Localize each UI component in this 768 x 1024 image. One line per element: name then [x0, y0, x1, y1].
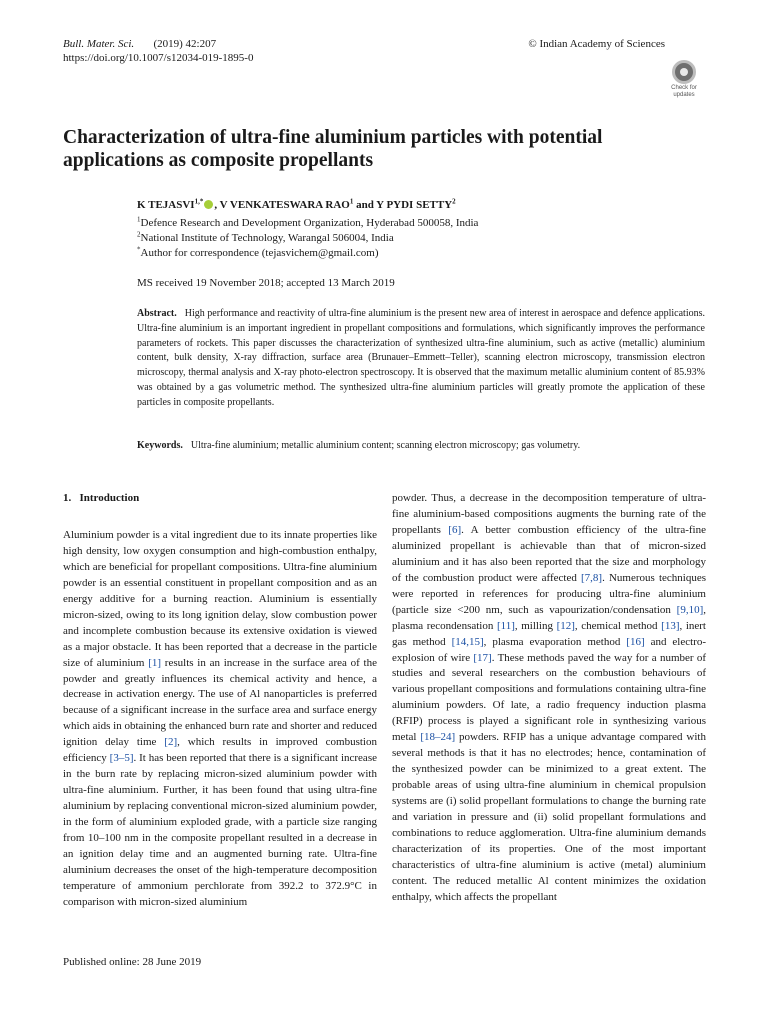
check-for-updates-badge[interactable] — [664, 60, 704, 100]
ref-link[interactable]: [12] — [556, 619, 575, 632]
author-3: and Y PYDI SETTY — [353, 199, 453, 211]
keywords — [137, 439, 705, 453]
ref-link[interactable]: [2] — [164, 736, 178, 749]
author-2-sup: 1 — [349, 197, 354, 206]
ref-link[interactable]: [14,15] — [451, 635, 484, 648]
author-2: , V VENKATESWARA RAO — [214, 199, 350, 211]
ref-link[interactable]: [18–24] — [420, 731, 456, 744]
author-list — [137, 198, 456, 212]
doi-link[interactable]: https://doi.org/10.1007/s12034-019-1895-0 — [63, 52, 254, 64]
ref-link[interactable]: [7,8] — [581, 571, 603, 584]
ref-link[interactable]: [17] — [473, 651, 492, 664]
ref-link[interactable]: [3–5] — [109, 752, 134, 765]
keywords-text: Ultra-fine aluminium; metallic aluminium content; scanning electron microscopy; gas volumetry. — [190, 440, 581, 451]
paper-title: Characterization of ultra-fine aluminium particles with potential applications as composite propellants — [63, 127, 603, 171]
affiliation-1: $^1$Defence Research and Development Organization, Hyderabad 500058, India — [137, 215, 479, 229]
publisher-copyright: © Indian Academy of Sciences — [528, 38, 665, 50]
journal-name: Bull. Mater. Sci. — [63, 38, 135, 50]
affiliation-2: $^2$National Institute of Technology, Warangal 506004, India — [137, 230, 394, 244]
ref-link[interactable]: [16] — [626, 635, 645, 648]
left-column — [63, 491, 377, 911]
right-column — [392, 491, 706, 906]
orcid-icon[interactable] — [204, 200, 213, 209]
ref-link[interactable]: [13] — [661, 619, 680, 632]
ref-link[interactable]: [9,10] — [676, 603, 704, 616]
author-1: K TEJASVI — [137, 199, 195, 211]
ref-link[interactable]: [11] — [496, 619, 515, 632]
abstract-text: High performance and reactivity of ultra-fine aluminium is the present new area of interest in aerospace and defence applications. Ultra-fine aluminium is an important ingredient in propellant compositions and formulations, which significantly improves the performance parameters of rockets. This paper discusses the characterization of synthesized ultra-fine aluminium, such as active (metallic) aluminium content, bulk density, X-ray diffraction, surface area (Brunauer–Emmett–Teller), scanning electron microscopy, transmission electron microscopy, thermal analysis and X-ray photo-electron spectroscopy. It is observed that the maximum metallic aluminium content of 85.93% was obtained by a gas volumetric method. The synthesized ultra-fine aluminium particles will greatly promote the application of these particles in composite propellants. — [137, 308, 705, 408]
journal-volume: (2019) 42:207 — [153, 38, 217, 50]
section-heading-introduction: 1. Introduction — [63, 492, 140, 504]
check-updates-icon — [672, 60, 696, 84]
affiliations — [137, 216, 478, 261]
intro-paragraph-left: Aluminium powder is a vital ingredient due to its innate properties like high density, low oxygen consumption and high-combustion enthalpy, which are beneficial for propellant compositions. Ultra-fine aluminium powder is an essential constituent in propellant composition and as an energy additive for a burning reaction. Aluminium is essentially micron-sized, owing to its long ignition delay, slow combustion power and incomplete combustion because its extensive oxidation is viewed as a major obstacle. It has been reported that a decrease in the particle size of aluminium [1] results in an increase in the surface area of the powder and greatly influences its chemical activity and hence, a decrease in activation energy. The use of Al nanoparticles is preferred because of a significant increase in the surface area and surface energy which aids in obtaining the enhanced burn rate and shorter and reduced ignition delay time [2], which results in improved combustion efficiency [3–5]. It has been reported that there is a significant increase in the burn rate by replacing micron-sized aluminium powder with ultra-fine aluminium. Further, it has been found that using ultra-fine aluminium by replacing conventional micron-sized aluminium powder, in the form of aluminium exploded grade, with a particle size ranging from 10–100 nm in the composite propellant resulted in a decrease in an ignition delay time and an augmented burning rate. Ultra-fine aluminium decreases the onset of the high-temperature decomposition temperature of ammonium perchlorate from 392.2 to 372.9°C in comparison with micron-sized aluminium — [63, 528, 377, 908]
author-3-sup: 2 — [452, 197, 456, 206]
journal-header — [63, 37, 253, 65]
published-online: Published online: 28 June 2019 — [63, 956, 202, 968]
author-1-sup: 1,* — [194, 197, 204, 206]
correspondence: *Author for correspondence (tejasvichem@gmail.com) — [137, 245, 379, 259]
abstract — [137, 307, 705, 411]
ref-link[interactable]: [1] — [148, 656, 162, 669]
check-updates-label: Check for updates — [671, 85, 697, 98]
ref-link[interactable]: [6] — [448, 523, 462, 536]
intro-paragraph-right: powder. Thus, a decrease in the decomposition temperature of ultra-fine aluminium-based compositions augments the burning rate of the propellants [6]. A better combustion efficiency of the ultra-fine aluminized propellant is achievable than that of micron-sized aluminium and it has also been reported that the size and morphology of the combustion product were affected [7,8]. Numerous techniques were reported in references for producing ultra-fine aluminium (particle size <200 nm, such as vapourization/condensation [9,10], plasma recondensation [11], milling [12], chemical method [13], inert gas method [14,15], plasma evaporation method [16] and electro-explosion of wire [17]. These methods paved the way for a number of studies and several researchers on the combustion behaviours of various propellant compositions and formulations containing ultra-fine aluminium powders. Of late, a radio frequency induction plasma (RFIP) process is played a significant role in synthesizing various metal [18–24] powders. RFIP has a unique advantage compared with several methods is that it has no electrodes; hence, contamination of the synthesized powder can be minimized to a great extent. The probable areas of using ultra-fine aluminium in chemical propulsion systems are (i) solid propellant formulations to change the burning rate and variation in pressure and (ii) solid propellant formulations and combinations to reduce agglomeration. Ultra-fine aluminium demands characterization of its properties. One of the most important characteristics of ultra-fine aluminium is active (metal) aluminium content. The reduced metallic Al content minimizes the oxidation enthalpy, which affects the propellant — [392, 492, 707, 903]
ms-received-dates: MS received 19 November 2018; accepted 13 March 2019 — [137, 277, 395, 289]
abstract-label: Abstract. — [137, 308, 177, 319]
keywords-label: Keywords. — [137, 440, 183, 451]
